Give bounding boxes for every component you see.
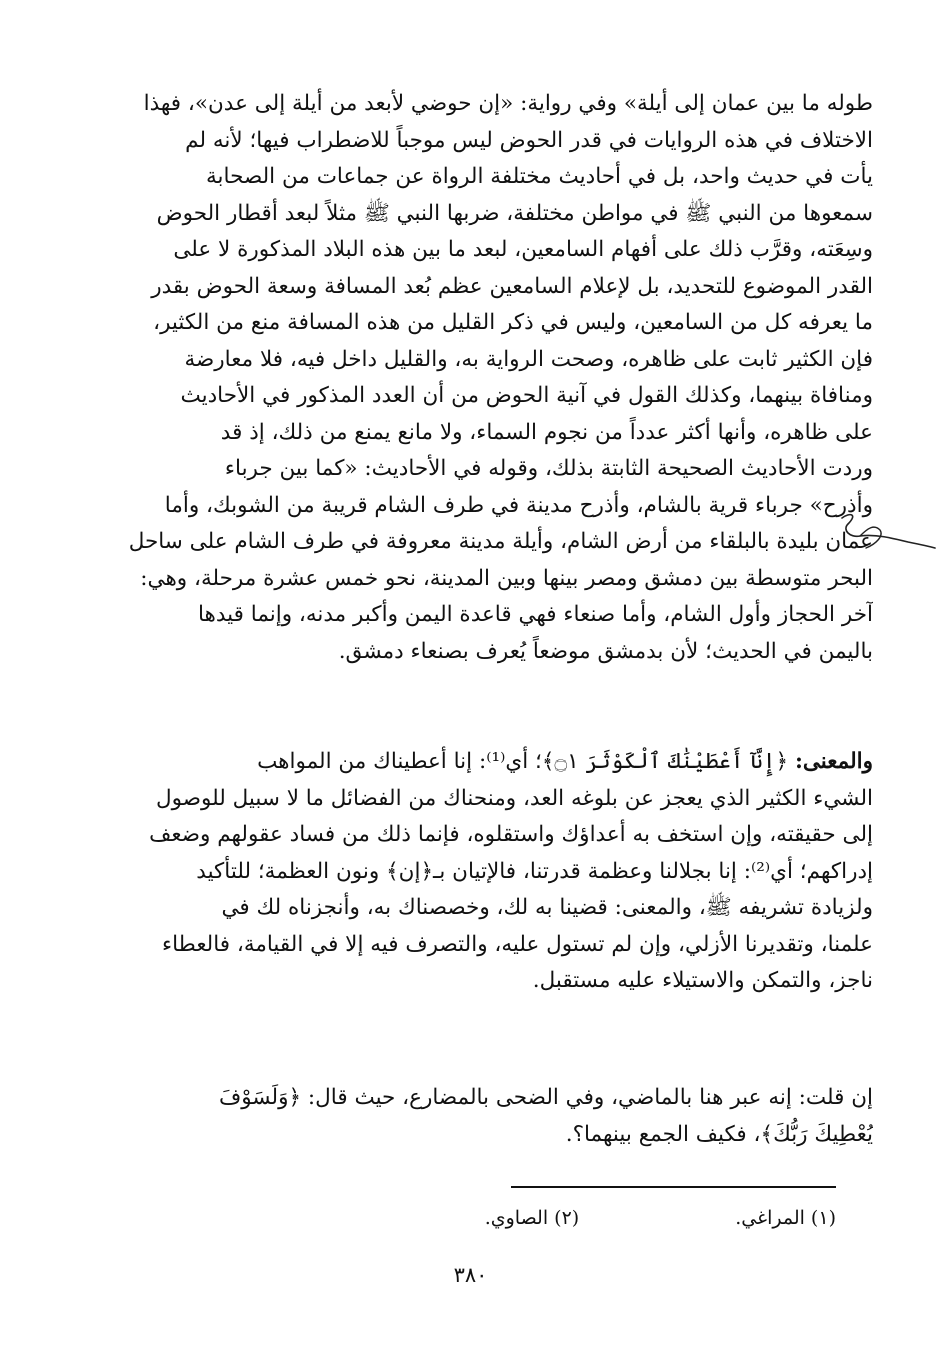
handwritten-margin-mark <box>836 508 936 586</box>
footnote-divider <box>511 1186 836 1188</box>
text-line: فإن الكثير ثابت على ظاهره، وصحت الرواية به، والقليل داخل فيه، فلا معارضة <box>184 346 873 372</box>
text-line: آخر الحجاز وأول الشام، وأما صنعاء فهي قاعدة اليمن وأكبر مدنه، وإنما قيدها <box>198 602 873 627</box>
text-line: الشيء الكثير الذي يعجز عن بلوغه العد، ومنحناك من الفضائل ما لا سبيل للوصول <box>156 785 873 811</box>
text-line: ومنافاة بينهما، وكذلك القول في آنية الحوض من أن العدد المذكور في الأحاديث <box>180 383 873 408</box>
text-line: القدر الموضوع للتحديد، بل لإعلام السامعين عظم بُعد المسافة وسعة الحوض بقدر <box>151 273 873 299</box>
footnotes <box>236 1204 836 1232</box>
text-line: الاختلاف في هذه الروايات في قدر الحوض ليس موجباً للاضطراب فيها؛ لأنه لم <box>185 127 873 153</box>
text-line: ولزيادة تشريفه ﷺ، والمعنى: قضينا به لك، وخصصناك به، وأنجزناه لك في <box>221 895 873 920</box>
paragraph-lead: والمعنى: <box>794 749 873 774</box>
footnote-1: (١) المراغي. <box>735 1207 836 1229</box>
text-line: سمعوها من النبي ﷺ في مواطن مختلفة، ضربها النبي ﷺ مثلاً لبعد أقطار الحوض <box>156 200 873 226</box>
paragraph-question <box>60 1080 873 1153</box>
text-line: ما يعرفه كل من السامعين، وليس في ذكر القليل من هذه المسافة منع من الكثير، <box>153 310 873 335</box>
paragraph-meaning <box>60 744 873 1000</box>
text-line: يأت في حديث واحد، بل في أحاديث مختلفة الرواة عن جماعات من الصحابة <box>206 164 873 189</box>
text-line: على ظاهره، وأنها أكثر عدداً من نجوم السماء، ولا مانع يمنع من ذلك، إذ قد <box>220 419 873 445</box>
footnote-2: (٢) الصاوي. <box>484 1207 580 1229</box>
text-line: ناجز، والتمكن والاستيلاء عليه مستقبل. <box>532 968 873 993</box>
page-number: ٣٨٠ <box>453 1263 488 1287</box>
text-line: يُعْطِيكَ رَبُّكَ﴾، فكيف الجمع بينهما؟. <box>565 1121 873 1147</box>
text-line: إن قلت: إنه عبر هنا بالماضي، وفي الضحى بالمضارع، حيث قال: ﴿وَلَسَوْفَ <box>218 1085 873 1110</box>
text-line: طوله ما بين عمان إلى أيلة» وفي رواية: «إن حوضي لأبعد من أيلة إلى عدن»، فهذا <box>143 91 873 116</box>
text-line: البحر متوسطة بين دمشق ومصر بينها وبين المدينة، نحو خمس عشرة مرحلة، وهي: <box>140 565 873 591</box>
text-line: وردت الأحاديث الصحيحة الثابتة بذلك، وقوله في الأحاديث: «كما بين جرباء <box>224 456 873 481</box>
paragraph-hawd <box>60 86 873 670</box>
text-line: وسِعَته، وقرَّب ذلك على أفهام السامعين، لبعد ما بين هذه البلاد المذكورة لا على <box>173 237 873 262</box>
text-line: باليمن في الحديث؛ لأن بدمشق موضعاً يُعرف بصنعاء دمشق. <box>338 638 873 664</box>
text-line: إلى حقيقته، وإن استخف به أعداؤك واستقلوه، فإنما ذلك من فساد عقولهم وضعف <box>149 822 873 847</box>
text-line: علمنا، وتقديرنا الأزلي، وإن لم تستول عليه، والتصرف فيه إلا في القيامة، فالعطاء <box>162 931 873 957</box>
text-line: عمان بليدة بالبلقاء من أرض الشام، وأيلة مدينة معروفة في طرف الشام على ساحل <box>128 529 873 554</box>
text-line: وأذرح» جرباء قرية بالشام، وأذرح مدينة في طرف الشام قريبة من الشوبك، وأما <box>164 492 873 518</box>
quran-verse-line: ﴿إِنَّآ أَعْطَيْنَٰكَ ٱلْكَوْثَرَ ۝١﴾؛ أي⁽¹⁾: إنا أعطيناك من المواهب <box>257 749 795 774</box>
text-line: إدراكهم؛ أي⁽²⁾: إنا بجلالنا وعظمة قدرتنا، فالإتيان بـ﴿إن﴾ ونون العظمة؛ للتأكيد <box>196 858 873 884</box>
text-line <box>60 744 873 781</box>
